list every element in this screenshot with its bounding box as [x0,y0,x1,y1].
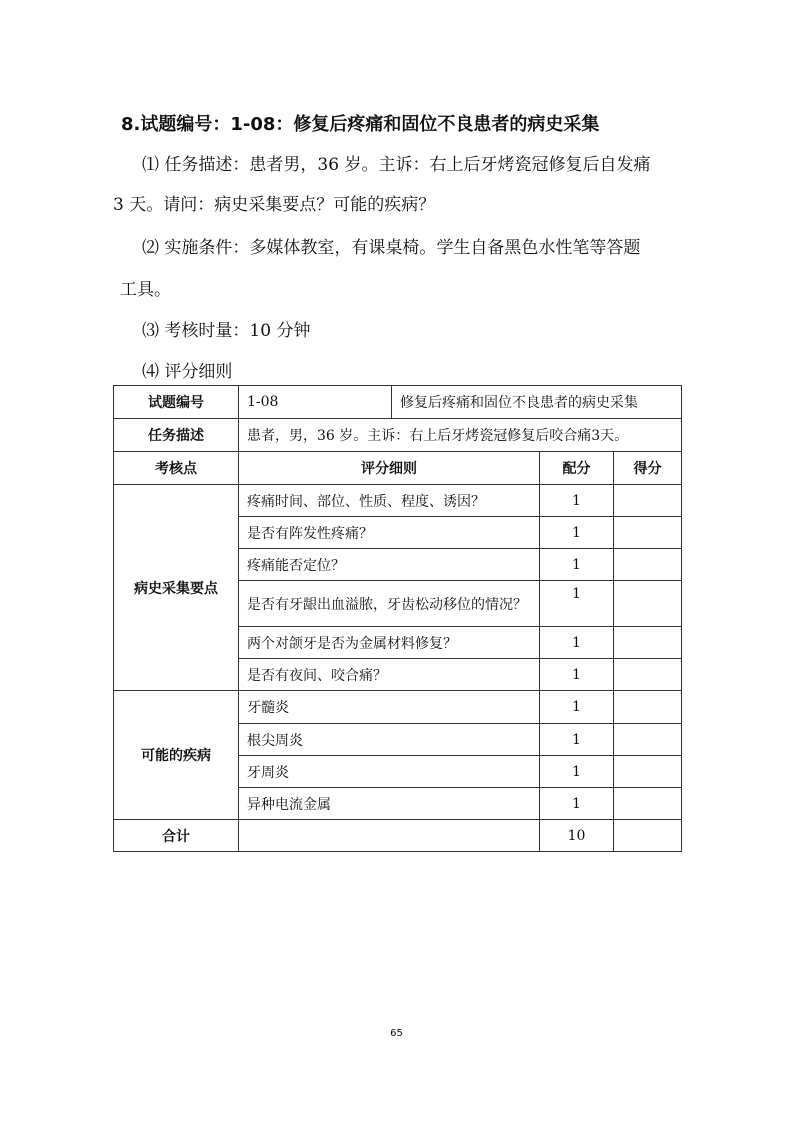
total-label: 合计 [114,820,239,852]
conditions: ⑵ 实施条件：多媒体教室，有课桌椅。学生自备黑色水性笔等答题 [142,238,641,258]
item-score: 1 [540,691,614,724]
item-text: 是否有牙龈出血溢脓，牙齿松动移位的情况？ [239,581,540,627]
item-text: 是否有夜间、咬合痛？ [239,659,540,691]
earned-cell [614,581,682,627]
group-name: 病史采集要点 [114,485,239,691]
item-score: 1 [540,549,614,581]
item-text: 是否有阵发性疼痛？ [239,517,540,549]
header-criteria: 评分细则 [239,452,540,485]
item-score: 1 [540,788,614,820]
item-score: 1 [540,581,614,627]
id-value: 1-08 [239,386,392,419]
earned-cell [614,788,682,820]
earned-cell [614,820,682,852]
group-name: 可能的疾病 [114,691,239,820]
earned-cell [614,724,682,756]
scoring-table [113,385,682,852]
item-score: 1 [540,485,614,517]
scoring-heading: ⑷ 评分细则 [142,362,233,382]
task-description: ⑴ 任务描述：患者男，36 岁。主诉：右上后牙烤瓷冠修复后自发痛 [142,155,651,175]
earned-cell [614,485,682,517]
item-score: 1 [540,627,614,659]
header-point: 考核点 [114,452,239,485]
total-score: 10 [540,820,614,852]
id-label: 试题编号 [114,386,239,419]
item-score: 1 [540,659,614,691]
item-text: 疼痛时间、部位、性质、程度、诱因？ [239,485,540,517]
earned-cell [614,659,682,691]
earned-cell [614,627,682,659]
item-score: 1 [540,517,614,549]
item-text: 异种电流金属 [239,788,540,820]
item-text: 两个对颌牙是否为金属材料修复？ [239,627,540,659]
earned-cell [614,517,682,549]
page-number: 65 [390,1028,403,1039]
task-label: 任务描述 [114,419,239,452]
earned-cell [614,691,682,724]
conditions-cont: 工具。 [120,280,171,300]
task-value: 患者，男，36 岁。主诉：右上后牙烤瓷冠修复后咬合痛3天。 [239,419,682,452]
total-blank [239,820,540,852]
time-limit: ⑶ 考核时量：10 分钟 [142,321,311,341]
header-earned: 得分 [614,452,682,485]
item-text: 牙髓炎 [239,691,540,724]
item-score: 1 [540,724,614,756]
earned-cell [614,549,682,581]
task-description-cont: 3 天。请问：病史采集要点？可能的疾病？ [113,195,436,215]
item-text: 根尖周炎 [239,724,540,756]
header-score: 配分 [540,452,614,485]
earned-cell [614,756,682,788]
id-title: 修复后疼痛和固位不良患者的病史采集 [392,386,682,419]
item-score: 1 [540,756,614,788]
item-text: 疼痛能否定位？ [239,549,540,581]
item-text: 牙周炎 [239,756,540,788]
section-title: 8.试题编号：1-08：修复后疼痛和固位不良患者的病史采集 [121,114,600,135]
